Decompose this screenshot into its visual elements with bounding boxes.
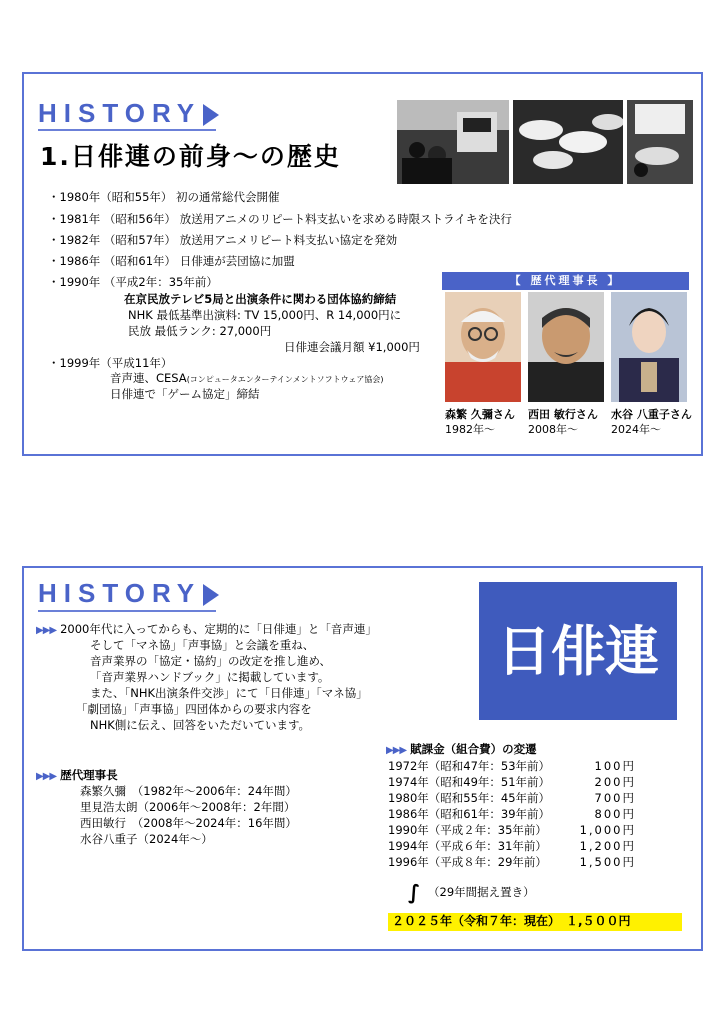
- cesa-note: (コンピュータエンターテインメントソフトウェア協会): [186, 375, 384, 384]
- timeline-1982: ・1982年 （昭和57年） 放送用アニメリピート料支払い協定を発効: [48, 233, 398, 247]
- play-triangle-icon: [203, 584, 219, 606]
- history-heading-2: HISTORY: [38, 578, 219, 608]
- timeline-1990-detail-3: 民放 最低ランク: 27,000円: [128, 324, 272, 338]
- timeline-1981: ・1981年 （昭和56年） 放送用アニメのリピート料支払いを求める時限ストライキを決行: [48, 212, 512, 226]
- play-triangle-icon: [203, 104, 219, 126]
- timeline-1999: ・1999年（平成11年）: [48, 356, 173, 370]
- protest-photo-2: [513, 100, 623, 184]
- timeline-1999-detail-1: 音声連、CESA(コンピュータエンターテインメントソフトウェア協会): [110, 371, 384, 385]
- protest-photo-3: [627, 100, 693, 184]
- president-1-name: 森繁 久彌さん: [445, 408, 515, 421]
- president-3-year: 2024年～: [611, 423, 661, 436]
- president-list-1: 森繁久彌 （1982年～2006年：24年間）: [80, 784, 297, 798]
- president-list-3: 西田敏行 （2008年～2024年：16年間）: [80, 816, 297, 830]
- presidents-header: 【 歴代理事長 】: [442, 272, 689, 290]
- intro-line-7: NHK側に伝え、回答をいただいています。: [90, 718, 311, 732]
- triple-arrow-icon: ▶▶▶: [36, 771, 57, 782]
- intro-line-5: また、「NHK出演条件交渉」にて「日俳連」「マネ協」: [90, 686, 368, 700]
- intro-line-1: ▶▶▶ 2000年代に入ってからも、定期的に「日俳連」と「音声連」: [36, 622, 377, 636]
- president-list-4: 水谷八重子（2024年～）: [80, 832, 213, 846]
- timeline-1990-detail-4: 日俳連会議月額 ¥1,000円: [284, 340, 420, 354]
- logo-text: 日俳連: [497, 619, 659, 683]
- current-fee: ２０２５年（令和７年：現在） １,５００円: [392, 914, 631, 928]
- fee-row: 1974年（昭和49年：51年前） 200円: [388, 775, 636, 789]
- portrait-morishige: [445, 292, 521, 402]
- heading-underline: [38, 129, 216, 131]
- intro-line-6: 「劇団協」「声事協」四団体からの要求内容を: [76, 702, 312, 716]
- president-3-name: 水谷 八重子さん: [611, 408, 692, 421]
- fee-row: 1980年（昭和55年：45年前） 700円: [388, 791, 636, 805]
- timeline-1990: ・1990年 （平成2年：35年前）: [48, 275, 218, 289]
- history-heading: HISTORY: [38, 98, 219, 128]
- timeline-1999-detail-2: 日俳連で「ゲーム協定」締結: [110, 387, 260, 401]
- fee-title: ▶▶▶ 賦課金（組合費）の変遷: [386, 742, 537, 756]
- intro-line-2: そして「マネ協」「声事協」と会議を重ね、: [90, 638, 315, 652]
- timeline-1990-detail-1: 在京民放テレビ5局と出演条件に関わる団体協約締結: [124, 292, 397, 306]
- history-panel-2: [22, 566, 703, 951]
- wave-icon: ∫: [408, 880, 421, 904]
- portrait-mizutani: [611, 292, 687, 402]
- president-2-year: 2008年～: [528, 423, 578, 436]
- intro-line-4: 「音声業界ハンドブック」に掲載しています。: [90, 670, 330, 684]
- presidents-title: ▶▶▶ 歴代理事長: [36, 768, 118, 782]
- fee-row: 1990年（平成２年：35年前） 1,000円: [388, 823, 636, 837]
- heading-underline-2: [38, 610, 216, 612]
- intro-line-3: 音声業界の「協定・協約」の改定を推し進め、: [90, 654, 332, 668]
- nippairen-logo: [479, 582, 677, 720]
- fee-row: 1972年（昭和47年：53年前） 100円: [388, 759, 636, 773]
- portrait-nishida: [528, 292, 604, 402]
- triple-arrow-icon: ▶▶▶: [386, 745, 407, 756]
- timeline-1986: ・1986年 （昭和61年） 日俳連が芸団協に加盟: [48, 254, 295, 268]
- president-list-2: 里見浩太朗（2006年～2008年：2年間）: [80, 800, 296, 814]
- section-title: 1.日俳連の前身～の歴史: [40, 142, 341, 171]
- fee-row: 1986年（昭和61年：39年前） 800円: [388, 807, 636, 821]
- timeline-1980: ・1980年（昭和55年） 初の通常総代会開催: [48, 190, 280, 204]
- president-1-year: 1982年～: [445, 423, 495, 436]
- timeline-1990-detail-2: NHK 最低基準出演料: TV 15,000円、R 14,000円に: [128, 308, 402, 322]
- fee-row: 1996年（平成８年：29年前） 1,500円: [388, 855, 636, 869]
- history-panel-1: [22, 72, 703, 456]
- triple-arrow-icon: ▶▶▶: [36, 625, 57, 636]
- president-2-name: 西田 敏行さん: [528, 408, 598, 421]
- protest-photo-1: [397, 100, 509, 184]
- freeze-note: （29年間据え置き）: [428, 885, 535, 899]
- fee-row: 1994年（平成６年：31年前） 1,200円: [388, 839, 636, 853]
